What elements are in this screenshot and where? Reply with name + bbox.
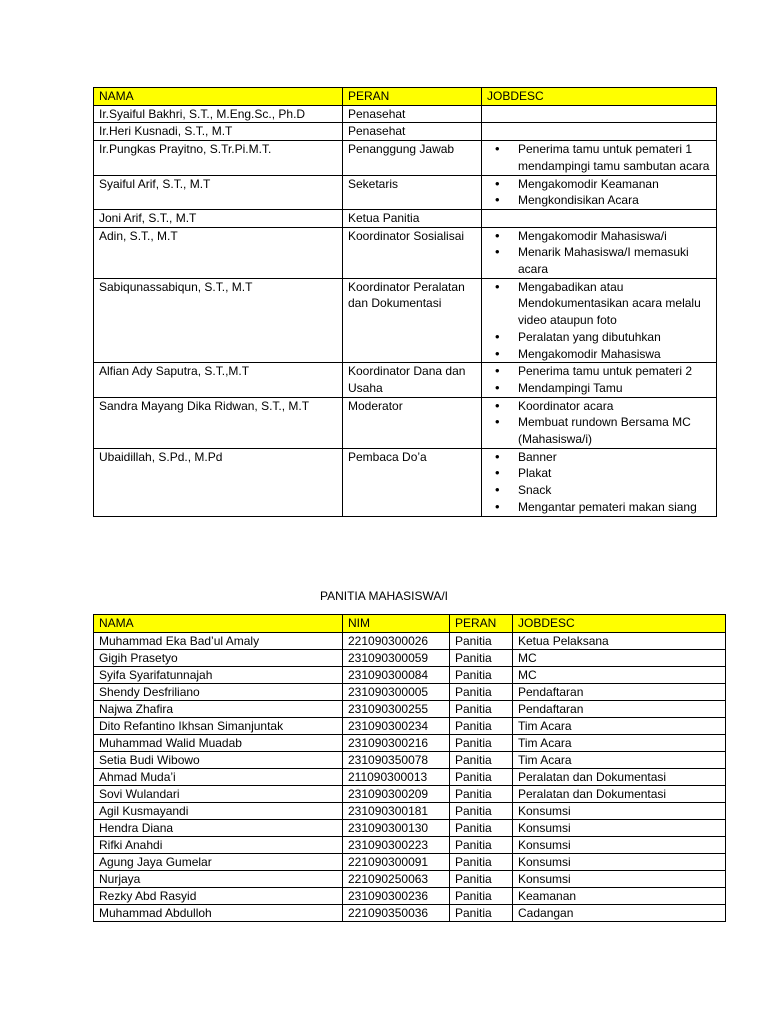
cell-jobdesc: Konsumsi (513, 802, 726, 819)
cell-jobdesc: Pendaftaran (513, 683, 726, 700)
table-row (94, 751, 726, 768)
cell-nim: 231090300216 (343, 734, 450, 751)
cell-nama: Ir.Heri Kusnadi, S.T., M.T (94, 123, 343, 141)
header-peran: PERAN (343, 88, 482, 106)
cell-jobdesc: Cadangan (513, 904, 726, 921)
table-row (94, 649, 726, 666)
table-row (94, 666, 726, 683)
jobdesc-item: • Koordinator acara (509, 398, 716, 415)
table-row (94, 278, 717, 363)
table-row (94, 448, 717, 516)
cell-nim: 231090300223 (343, 836, 450, 853)
jobdesc-list (487, 363, 716, 396)
panitia-heading: PANITIA MAHASISWA/I (319, 589, 449, 603)
cell-nama: Syaiful Arif, S.T., M.T (94, 175, 343, 209)
cell-nim: 231090300084 (343, 666, 450, 683)
table-row (94, 397, 717, 448)
cell-nama: Nurjaya (94, 870, 343, 887)
table-row (94, 768, 726, 785)
table-row (94, 904, 726, 921)
jobdesc-item: • Mengkondisikan Acara (509, 192, 716, 209)
cell-peran: Panitia (450, 819, 513, 836)
cell-nama: Muhammad Walid Muadab (94, 734, 343, 751)
header-nama: NAMA (94, 615, 343, 633)
cell-jobdesc: Tim Acara (513, 734, 726, 751)
table-row (94, 175, 717, 209)
cell-jobdesc: MC (513, 666, 726, 683)
cell-nim: 221090300026 (343, 632, 450, 649)
cell-nama: Ir.Pungkas Prayitno, S.Tr.Pi.M.T. (94, 141, 343, 175)
jobdesc-item: • Penerima tamu untuk pemateri 1 mendampingi tamu sambutan acara (509, 141, 716, 174)
cell-peran: Panitia (450, 768, 513, 785)
cell-jobdesc: Konsumsi (513, 870, 726, 887)
cell-peran: Panitia (450, 632, 513, 649)
cell-peran: Panitia (450, 836, 513, 853)
cell-nama: Sabiqunassabiqun, S.T., M.T (94, 278, 343, 363)
cell-nama: Syifa Syarifatunnajah (94, 666, 343, 683)
cell-jobdesc (482, 448, 717, 516)
cell-peran: Koordinator Dana dan Usaha (343, 363, 482, 397)
table-row (94, 123, 717, 141)
cell-peran: Koordinator Sosialisai (343, 227, 482, 278)
table-row (94, 836, 726, 853)
cell-peran: Panitia (450, 887, 513, 904)
cell-nama: Adin, S.T., M.T (94, 227, 343, 278)
cell-peran: Panitia (450, 717, 513, 734)
cell-jobdesc: Konsumsi (513, 836, 726, 853)
student-committee-table (93, 614, 726, 922)
jobdesc-list (487, 228, 716, 278)
cell-nim: 221090350036 (343, 904, 450, 921)
cell-nama: Sovi Wulandari (94, 785, 343, 802)
cell-peran: Panitia (450, 734, 513, 751)
table-row (94, 887, 726, 904)
header-jobdesc: JOBDESC (513, 615, 726, 633)
cell-nama: Muhammad Abdulloh (94, 904, 343, 921)
cell-peran: Penasehat (343, 123, 482, 141)
table-row (94, 853, 726, 870)
staff-table-header (94, 88, 717, 106)
cell-jobdesc (482, 123, 717, 141)
cell-jobdesc (482, 175, 717, 209)
cell-nim: 231090300181 (343, 802, 450, 819)
jobdesc-item: • Snack (509, 482, 716, 499)
cell-nim: 221090300091 (343, 853, 450, 870)
header-nim: NIM (343, 615, 450, 633)
cell-nim: 231090300209 (343, 785, 450, 802)
jobdesc-item: • Membuat rundown Bersama MC (Mahasiswa/i) (509, 414, 716, 447)
cell-peran: Panitia (450, 853, 513, 870)
jobdesc-item: • Penerima tamu untuk pemateri 2 (509, 363, 716, 380)
jobdesc-item: • Banner (509, 449, 716, 466)
cell-nama: Ahmad Muda’i (94, 768, 343, 785)
cell-peran: Panitia (450, 683, 513, 700)
cell-peran: Moderator (343, 397, 482, 448)
table-row (94, 870, 726, 887)
cell-jobdesc: Peralatan dan Dokumentasi (513, 768, 726, 785)
cell-jobdesc: Tim Acara (513, 717, 726, 734)
table-row (94, 700, 726, 717)
student-table-header (94, 615, 726, 633)
cell-jobdesc: Konsumsi (513, 819, 726, 836)
table-row (94, 734, 726, 751)
header-peran: PERAN (450, 615, 513, 633)
cell-peran: Panitia (450, 904, 513, 921)
cell-peran: Panitia (450, 751, 513, 768)
cell-jobdesc: MC (513, 649, 726, 666)
cell-nim: 211090300013 (343, 768, 450, 785)
cell-peran: Panitia (450, 870, 513, 887)
cell-jobdesc (482, 397, 717, 448)
cell-jobdesc (482, 363, 717, 397)
cell-jobdesc (482, 105, 717, 123)
jobdesc-list (487, 141, 716, 174)
table-row (94, 632, 726, 649)
jobdesc-item: • Menarik Mahasiswa/I memasuki acara (509, 244, 716, 277)
jobdesc-list (487, 449, 716, 516)
cell-nama: Agil Kusmayandi (94, 802, 343, 819)
cell-nim: 231090300236 (343, 887, 450, 904)
jobdesc-item: • Mengakomodir Mahasiswa/i (509, 228, 716, 245)
cell-nama: Gigih Prasetyo (94, 649, 343, 666)
cell-nama: Hendra Diana (94, 819, 343, 836)
cell-nama: Najwa Zhafira (94, 700, 343, 717)
jobdesc-item: • Plakat (509, 465, 716, 482)
table-row (94, 141, 717, 175)
jobdesc-list (487, 398, 716, 448)
cell-nama: Alfian Ady Saputra, S.T.,M.T (94, 363, 343, 397)
jobdesc-item: • Peralatan yang dibutuhkan (509, 329, 716, 346)
jobdesc-item: • Mengabadikan atau Mendokumentasikan acara melalu video ataupun foto (509, 279, 716, 329)
cell-jobdesc (482, 141, 717, 175)
cell-peran: Penanggung Jawab (343, 141, 482, 175)
cell-nama: Dito Refantino Ikhsan Simanjuntak (94, 717, 343, 734)
cell-nama: Rezky Abd Rasyid (94, 887, 343, 904)
cell-nama: Muhammad Eka Bad’ul Amaly (94, 632, 343, 649)
staff-table (93, 87, 717, 517)
header-jobdesc: JOBDESC (482, 88, 717, 106)
cell-nama: Agung Jaya Gumelar (94, 853, 343, 870)
cell-peran: Penasehat (343, 105, 482, 123)
cell-nim: 231090350078 (343, 751, 450, 768)
cell-jobdesc: Keamanan (513, 887, 726, 904)
table-row (94, 209, 717, 227)
table-row (94, 785, 726, 802)
cell-peran: Seketaris (343, 175, 482, 209)
cell-nim: 231090300059 (343, 649, 450, 666)
table-row (94, 363, 717, 397)
jobdesc-item: • Mengantar pemateri makan siang (509, 499, 716, 516)
cell-nim: 231090300130 (343, 819, 450, 836)
cell-jobdesc (482, 278, 717, 363)
cell-peran: Koordinator Peralatan dan Dokumentasi (343, 278, 482, 363)
jobdesc-item: • Mengakomodir Keamanan (509, 176, 716, 193)
jobdesc-item: • Mengakomodir Mahasiswa (509, 346, 716, 363)
cell-nama: Setia Budi Wibowo (94, 751, 343, 768)
jobdesc-list (487, 279, 716, 363)
cell-nim: 231090300234 (343, 717, 450, 734)
cell-peran: Panitia (450, 802, 513, 819)
table-row (94, 819, 726, 836)
cell-peran: Pembaca Do’a (343, 448, 482, 516)
cell-jobdesc (482, 227, 717, 278)
cell-nama: Ir.Syaiful Bakhri, S.T., M.Eng.Sc., Ph.D (94, 105, 343, 123)
cell-peran: Panitia (450, 649, 513, 666)
jobdesc-item: • Mendampingi Tamu (509, 380, 716, 397)
cell-nama: Rifki Anahdi (94, 836, 343, 853)
cell-jobdesc: Tim Acara (513, 751, 726, 768)
cell-nama: Sandra Mayang Dika Ridwan, S.T., M.T (94, 397, 343, 448)
table-row (94, 105, 717, 123)
header-nama: NAMA (94, 88, 343, 106)
jobdesc-list (487, 176, 716, 209)
cell-peran: Panitia (450, 785, 513, 802)
table-row (94, 717, 726, 734)
cell-nama: Ubaidillah, S.Pd., M.Pd (94, 448, 343, 516)
cell-nim: 231090300255 (343, 700, 450, 717)
table-row (94, 802, 726, 819)
cell-jobdesc (482, 209, 717, 227)
table-row (94, 227, 717, 278)
cell-nama: Shendy Desfriliano (94, 683, 343, 700)
cell-peran: Ketua Panitia (343, 209, 482, 227)
cell-jobdesc: Ketua Pelaksana (513, 632, 726, 649)
cell-jobdesc: Peralatan dan Dokumentasi (513, 785, 726, 802)
cell-jobdesc: Konsumsi (513, 853, 726, 870)
cell-nim: 231090300005 (343, 683, 450, 700)
cell-peran: Panitia (450, 700, 513, 717)
cell-nim: 221090250063 (343, 870, 450, 887)
cell-nama: Joni Arif, S.T., M.T (94, 209, 343, 227)
cell-jobdesc: Pendaftaran (513, 700, 726, 717)
cell-peran: Panitia (450, 666, 513, 683)
table-row (94, 683, 726, 700)
